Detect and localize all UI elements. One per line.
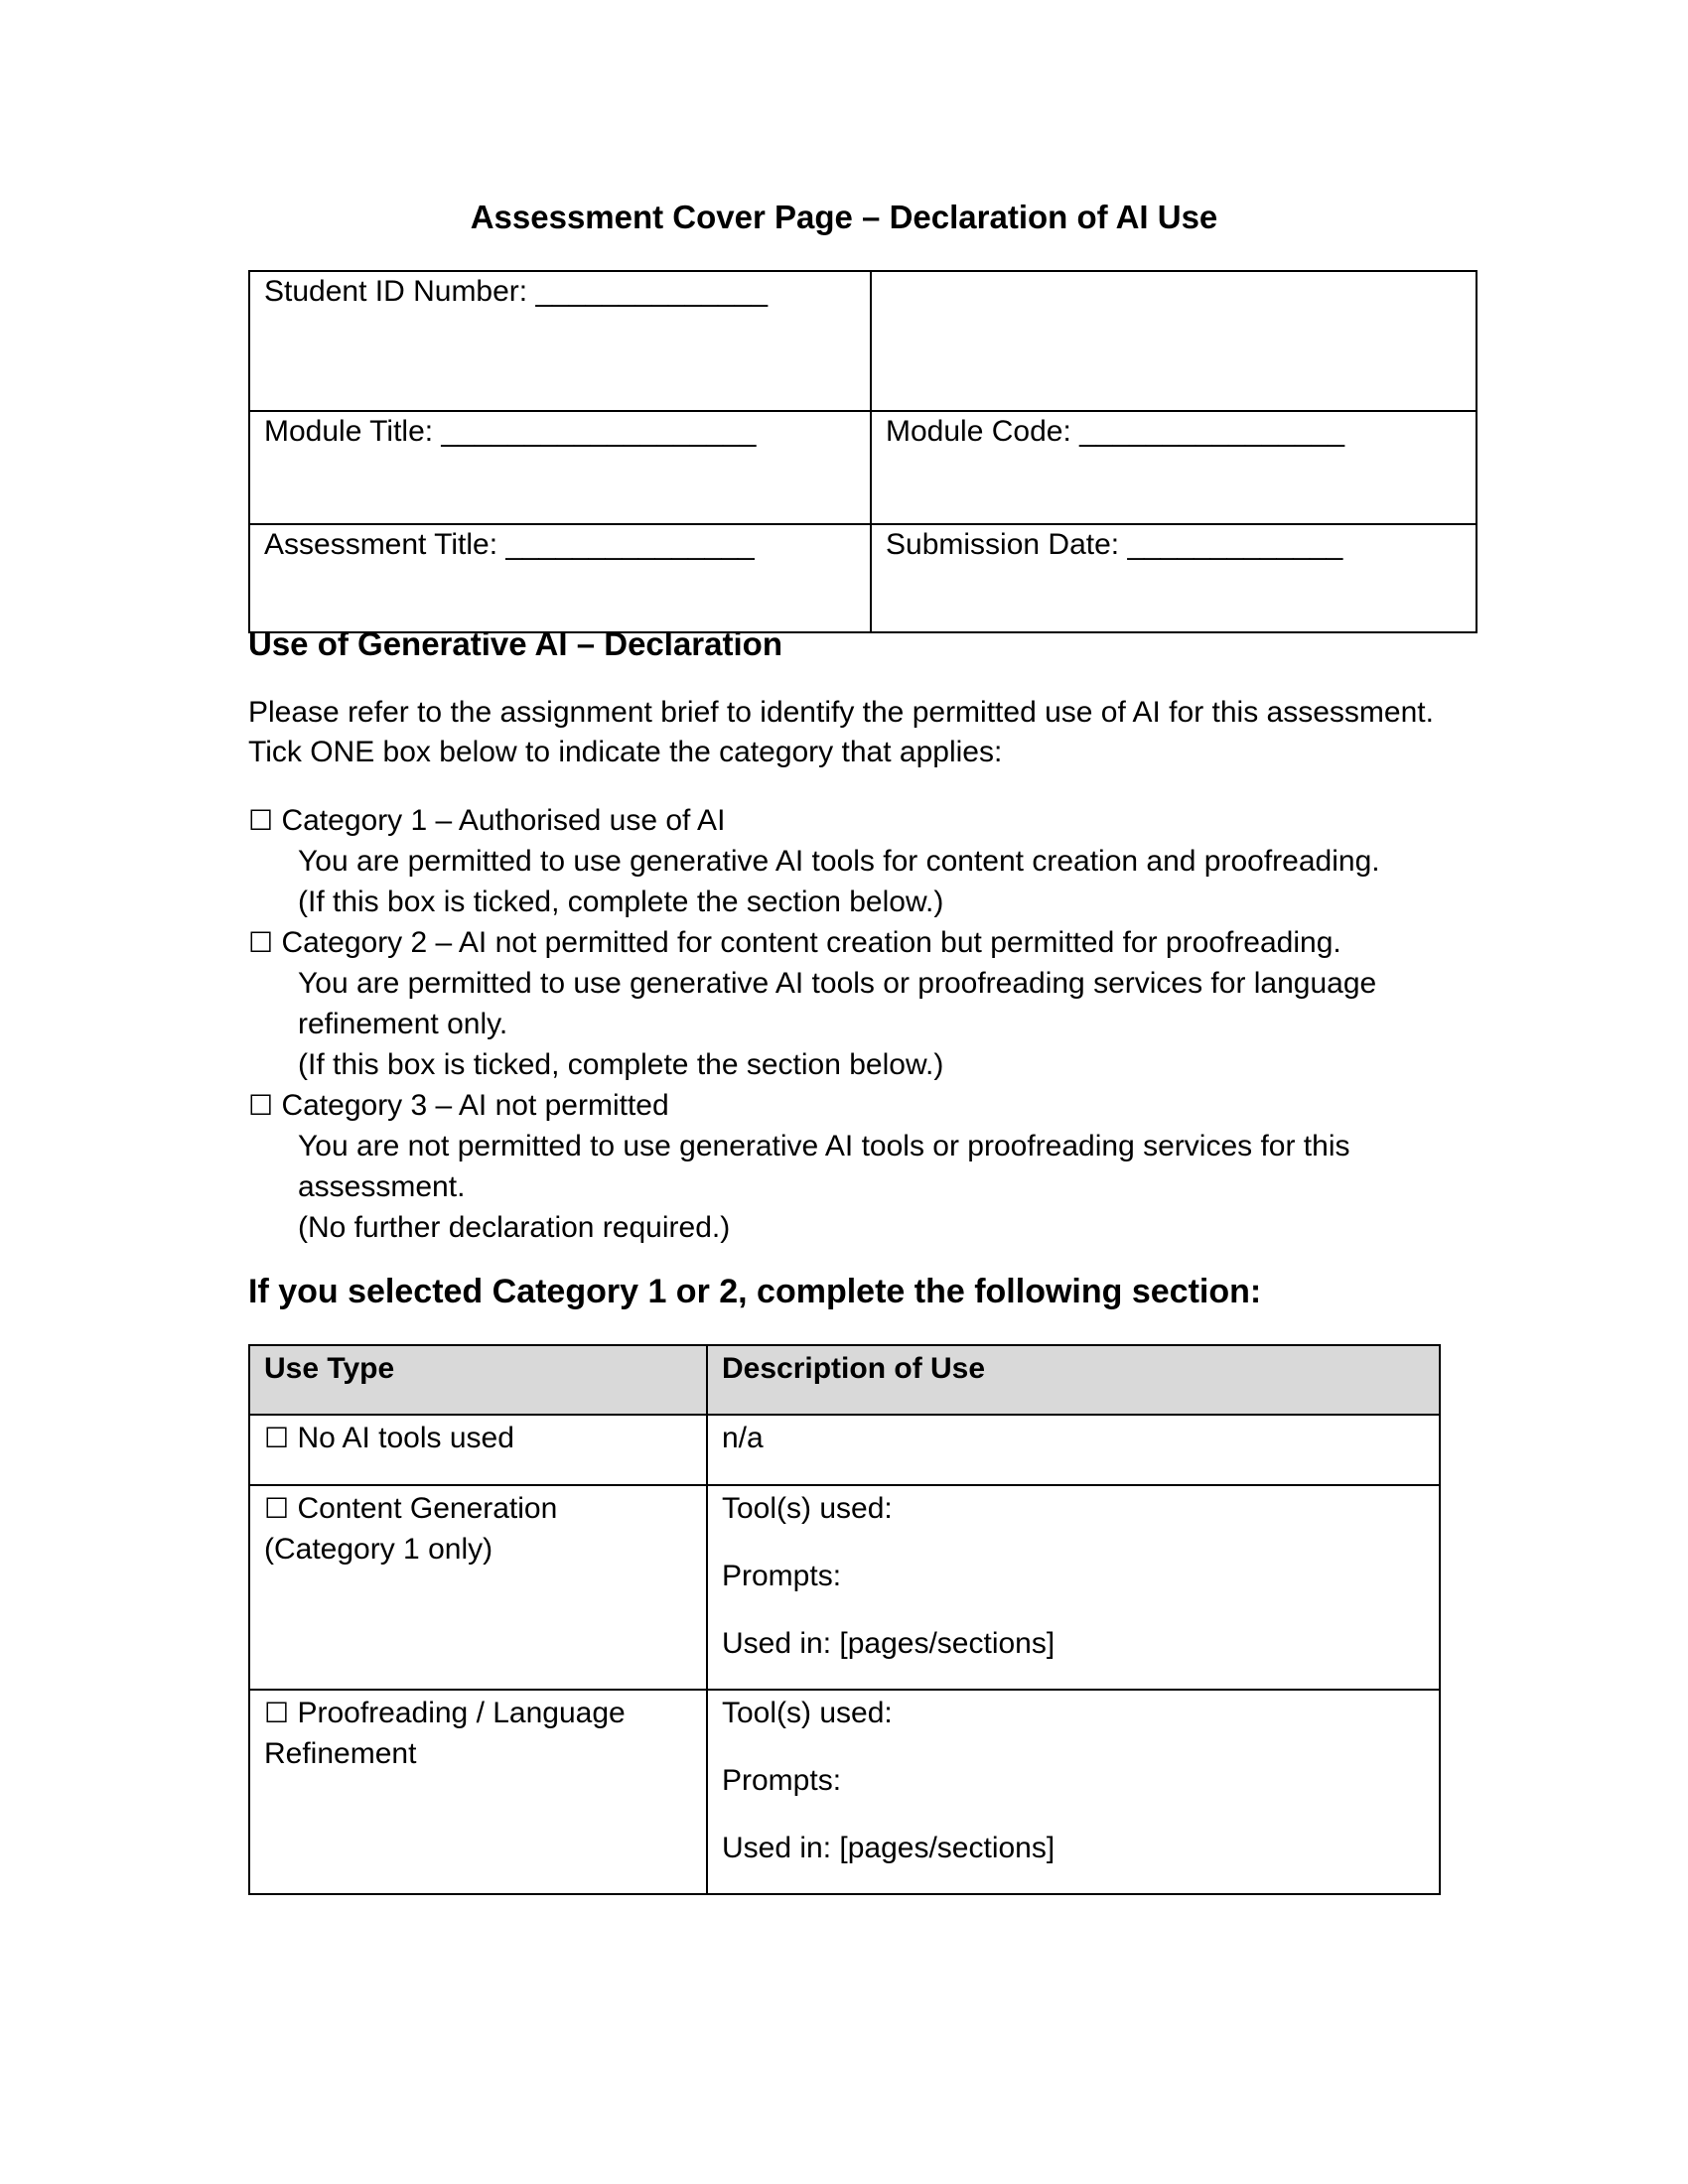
prompts-line: Prompts: [722, 1764, 842, 1797]
category-option-3[interactable] [248, 1085, 1479, 1248]
module-title-field[interactable]: Module Title: ___________________ [249, 411, 871, 524]
description-cell[interactable] [707, 1690, 1440, 1894]
declaration-heading: Use of Generative AI – Declaration [248, 625, 782, 662]
tools-used-line: Tool(s) used: [722, 1492, 893, 1525]
checkbox-icon[interactable]: ☐ [248, 1089, 274, 1122]
category-option-1[interactable] [248, 800, 1479, 922]
use-type-label: Proofreading / Language [297, 1697, 626, 1729]
used-in-line: Used in: [pages/sections] [722, 1832, 1055, 1864]
prompts-line: Prompts: [722, 1560, 842, 1592]
category-note: (No further declaration required.) [298, 1211, 731, 1244]
tools-used-line: Tool(s) used: [722, 1697, 893, 1729]
table-row [249, 1415, 1440, 1485]
category-note: (If this box is ticked, complete the section below.) [298, 1048, 944, 1081]
checkbox-icon[interactable]: ☐ [248, 926, 274, 959]
category-option-2[interactable] [248, 922, 1479, 1085]
category-label: Category 1 – Authorised use of AI [281, 804, 726, 837]
ai-usage-table [248, 1344, 1441, 1895]
use-type-label: No AI tools used [297, 1422, 514, 1454]
description-cell[interactable] [707, 1485, 1440, 1690]
category-description: You are permitted to use generative AI tools or proofreading services for language refinement only. [298, 967, 1377, 1040]
assessment-title-field[interactable]: Assessment Title: _______________ [249, 524, 871, 632]
student-id-field[interactable]: Student ID Number: ______________ [249, 271, 871, 411]
description-cell[interactable] [707, 1415, 1440, 1485]
category-description: You are permitted to use generative AI tools for content creation and proofreading. [298, 845, 1380, 878]
category-label: Category 2 – AI not permitted for content creation but permitted for proofreading. [281, 926, 1341, 959]
table-row [249, 1690, 1440, 1894]
checkbox-icon[interactable]: ☐ [264, 1492, 290, 1525]
empty-cell [871, 271, 1477, 411]
declaration-intro: Please refer to the assignment brief to identify the permitted use of AI for this assessment. Tick ONE box below to indicate the category that applies: [248, 696, 1434, 768]
table-row [249, 1485, 1440, 1690]
category-note: (If this box is ticked, complete the section below.) [298, 886, 944, 918]
checkbox-icon[interactable]: ☐ [248, 804, 274, 837]
category-list [248, 800, 1479, 1248]
use-type-sublabel: (Category 1 only) [264, 1533, 493, 1566]
description-line: n/a [722, 1422, 764, 1454]
use-type-label: Content Generation [297, 1492, 558, 1525]
student-info-table [248, 270, 1477, 633]
use-type-sublabel: Refinement [264, 1737, 417, 1770]
category-description: You are not permitted to use generative AI tools or proofreading services for this assessment. [298, 1130, 1350, 1203]
checkbox-icon[interactable]: ☐ [264, 1422, 290, 1454]
column-header-use-type: Use Type [249, 1345, 707, 1415]
use-type-cell [249, 1415, 707, 1485]
usage-section-heading: If you selected Category 1 or 2, complete the following section: [248, 1273, 1262, 1310]
page-title: Assessment Cover Page – Declaration of AI Use [470, 199, 1218, 235]
category-label: Category 3 – AI not permitted [281, 1089, 669, 1122]
use-type-cell [249, 1485, 707, 1690]
used-in-line: Used in: [pages/sections] [722, 1627, 1055, 1660]
submission-date-field[interactable]: Submission Date: _____________ [871, 524, 1477, 632]
checkbox-icon[interactable]: ☐ [264, 1697, 290, 1729]
use-type-cell [249, 1690, 707, 1894]
module-code-field[interactable]: Module Code: ________________ [871, 411, 1477, 524]
column-header-description: Description of Use [707, 1345, 1440, 1415]
